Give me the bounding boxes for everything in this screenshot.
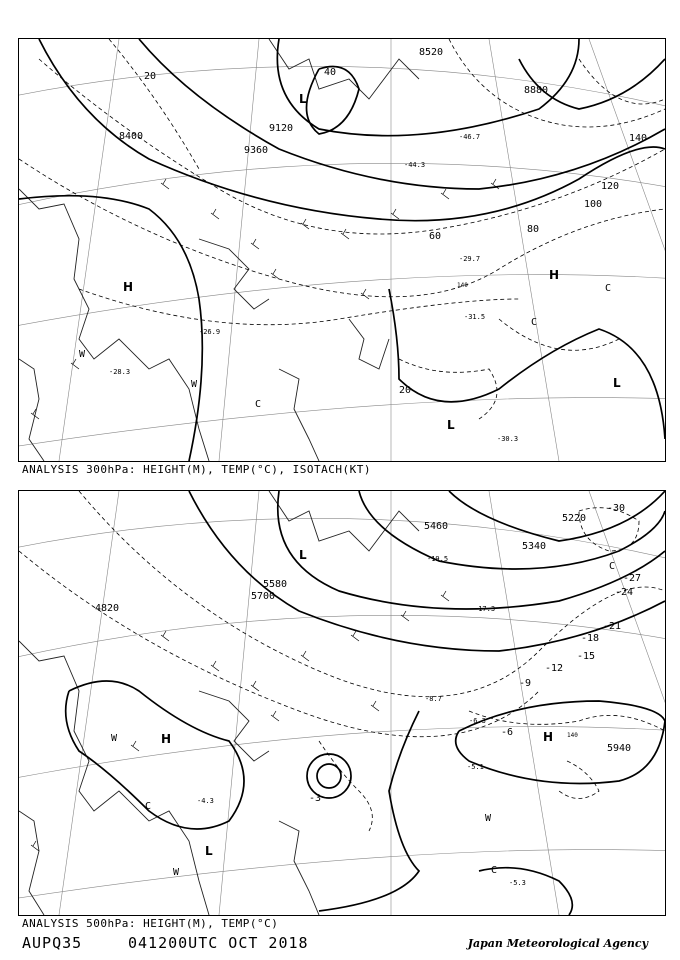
temp-label: -28.3	[109, 368, 131, 376]
height-label: 9360	[244, 145, 269, 156]
cold-marker: C	[605, 283, 612, 294]
height-label: 5340	[522, 541, 547, 552]
high-pressure-marker: H	[123, 280, 134, 294]
low-pressure-marker: L	[205, 844, 213, 858]
temp-label: -9	[519, 678, 532, 689]
valid-time: 041200UTC OCT 2018	[128, 934, 309, 952]
temp-label: -29.7	[459, 255, 481, 263]
isotach-label: 100	[584, 199, 603, 210]
warm-marker: W	[485, 813, 492, 824]
coastline-300	[19, 39, 419, 461]
cold-marker: C	[609, 561, 616, 572]
station-temp: -5.1	[467, 763, 484, 771]
isotach-labels-300	[144, 67, 647, 396]
cold-marker: C	[491, 865, 498, 876]
low-pressure-marker: L	[299, 92, 307, 106]
agency-name: Japan Meteorological Agency	[467, 937, 648, 950]
height-label: 5580	[263, 579, 288, 590]
temp-label: -30	[607, 503, 626, 514]
height-labels-300	[119, 47, 548, 156]
temp-labels-500	[309, 503, 641, 804]
temp-label: -27	[623, 573, 642, 584]
chart-500hpa	[18, 490, 666, 916]
chart-300hpa-map	[19, 39, 665, 461]
high-pressure-marker: H	[549, 268, 560, 282]
high-pressure-marker: H	[543, 730, 554, 744]
cold-marker: C	[255, 399, 262, 410]
isotherms-300	[19, 39, 665, 419]
height-label: 8400	[119, 131, 144, 142]
station-temp: -17.3	[474, 605, 496, 613]
caption-500hpa: ANALYSIS 500hPa: HEIGHT(M), TEMP(°C)	[22, 917, 279, 930]
warm-marker: W	[111, 733, 118, 744]
height-label: 9120	[269, 123, 294, 134]
temp-label: -18	[581, 633, 600, 644]
warm-marker: W	[79, 349, 86, 360]
temp-label: -31.5	[464, 313, 486, 321]
isotach-label: 140	[629, 133, 648, 144]
pressure-systems-300	[79, 92, 621, 432]
low-pressure-marker: L	[613, 376, 621, 390]
low-pressure-marker: L	[447, 418, 455, 432]
temp-label: -30.3	[497, 435, 519, 443]
isotach-label: 40	[324, 67, 337, 78]
temp-label: -26.9	[199, 328, 221, 336]
height-label: 5460	[424, 521, 449, 532]
longitude-label: 140	[567, 732, 578, 739]
height-label: 8520	[419, 47, 444, 58]
isotach-label: 80	[527, 224, 540, 235]
isotach-label: 120	[601, 181, 620, 192]
chart-300hpa	[18, 38, 666, 462]
cold-marker: C	[531, 317, 538, 328]
height-label: 4820	[95, 603, 120, 614]
temp-label: -44.3	[404, 161, 426, 169]
temp-label: -21	[603, 621, 622, 632]
station-temps-500	[197, 555, 526, 887]
temp-label: -24	[615, 587, 634, 598]
cold-marker: C	[145, 801, 152, 812]
station-temp: -6.3	[469, 717, 486, 725]
wind-barbs-300	[31, 179, 499, 419]
warm-marker: W	[191, 379, 198, 390]
station-temp: -19.5	[427, 555, 449, 563]
temp-label: -12	[545, 663, 564, 674]
station-temp: -8.7	[425, 695, 442, 703]
height-contours-500	[66, 491, 665, 915]
isotach-label: 60	[429, 231, 442, 242]
station-temp: -5.3	[509, 879, 526, 887]
warm-marker: W	[173, 867, 180, 878]
chart-500hpa-map	[19, 491, 665, 915]
longitude-label: 140	[457, 282, 468, 289]
temp-label: -3	[309, 793, 322, 804]
low-pressure-marker: L	[299, 548, 307, 562]
chart-id: AUPQ35	[22, 934, 83, 952]
coastline-500	[19, 491, 419, 915]
height-label: 5700	[251, 591, 276, 602]
station-temp: -4.3	[197, 797, 214, 805]
temp-label: -6	[501, 727, 514, 738]
high-pressure-marker: H	[161, 732, 172, 746]
height-label: 5940	[607, 743, 632, 754]
height-label: 8880	[524, 85, 549, 96]
temp-label: -15	[577, 651, 596, 662]
isotach-label: 20	[144, 71, 157, 82]
graticule-300	[19, 39, 665, 461]
isotach-label: 20	[399, 385, 412, 396]
temp-label: -46.7	[459, 133, 481, 141]
height-label: 5220	[562, 513, 587, 524]
caption-300hpa: ANALYSIS 300hPa: HEIGHT(M), TEMP(°C), ISOTACH(KT)	[22, 463, 372, 476]
